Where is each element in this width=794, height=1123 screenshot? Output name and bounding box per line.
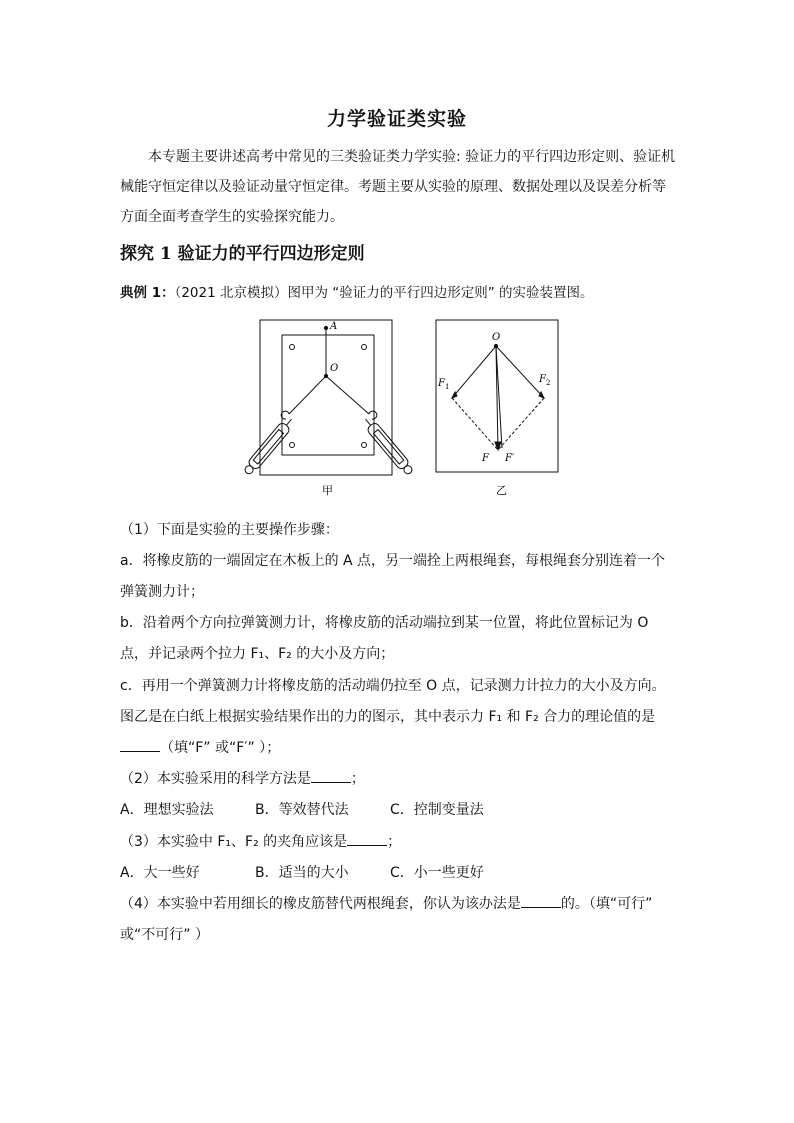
- label-f1: $F_1$: [438, 378, 450, 391]
- answer-blank-3[interactable]: [347, 831, 387, 846]
- q1-a-line2: 弹簧测力计；: [120, 584, 204, 600]
- q1-c-line1: c．再用一个弹簧测力计将橡皮筋的活动端仍拉至 O 点，记录测力计拉力的大小及方向。: [120, 678, 666, 694]
- q2-option-a[interactable]: A．理想实验法: [120, 802, 214, 818]
- left-spring-scale: [242, 415, 296, 476]
- label-f-prime: F′: [505, 453, 515, 464]
- apparatus-diagram: [242, 320, 415, 477]
- label-o-right: O: [492, 332, 501, 343]
- q3-option-b[interactable]: B．适当的大小: [255, 865, 349, 881]
- right-string: [326, 376, 369, 414]
- q3-option-a[interactable]: A．大一些好: [120, 865, 200, 881]
- q1-b-line1: b．沿着两个方向拉弹簧测力计，将橡皮筋的活动端拉到某一位置，将此位置标记为 O: [120, 615, 649, 631]
- label-f: F: [482, 453, 489, 464]
- q2-options: [120, 799, 484, 819]
- label-f2: $F_2$: [539, 374, 551, 387]
- q4-line2: 或“不可行” ）: [120, 927, 209, 943]
- q3-options: [120, 862, 484, 882]
- experiment-figure: [232, 318, 562, 500]
- q1-intro: （1）下面是实验的主要操作步骤：: [120, 522, 339, 538]
- vector-f2: [496, 346, 544, 398]
- answer-blank-2[interactable]: [311, 768, 351, 783]
- vector-f1: [452, 346, 496, 398]
- answer-blank-4[interactable]: [521, 893, 561, 908]
- example-line: [120, 281, 594, 301]
- label-a: A: [330, 321, 338, 332]
- answer-blank-1[interactable]: [120, 737, 160, 752]
- right-spring-scale: [361, 415, 415, 476]
- caption-left: 甲: [322, 484, 333, 497]
- q1-b-line2: 点，并记录两个拉力 F₁、F₂ 的大小及方向；: [120, 646, 395, 662]
- q3-option-c[interactable]: C．小一些更好: [390, 865, 484, 881]
- caption-right: 乙: [496, 484, 507, 497]
- q2-stem: （2）本实验采用的科学方法是 ；: [120, 768, 365, 788]
- q2-option-b[interactable]: B．等效替代法: [255, 802, 349, 818]
- q2-option-c[interactable]: C．控制变量法: [390, 802, 484, 818]
- q1-c-line3: （填“F” 或“F′” ）；: [120, 737, 280, 757]
- example-text: （2021 北京模拟）图甲为 “验证力的平行四边形定则” 的实验装置图。: [174, 285, 594, 301]
- q1-a-line1: a．将橡皮筋的一端固定在木板上的 A 点，另一端拴上两根绳套，每根绳套分别连着一个: [120, 553, 666, 569]
- example-label: 典例 1：: [120, 285, 175, 301]
- paper-inner: [282, 335, 374, 455]
- q1-c-line2: 图乙是在白纸上根据实验结果作出的力的图示，其中表示力 F₁ 和 F₂ 合力的理论值的是: [120, 709, 656, 725]
- page-title: 力学验证类实验: [326, 108, 467, 130]
- left-string: [289, 376, 326, 414]
- label-o-left: O: [330, 363, 339, 374]
- section-heading: 探究 1 验证力的平行四边形定则: [120, 244, 365, 264]
- intro-paragraph: 本专题主要讲述高考中常见的三类验证类力学实验: 验证力的平行四边形定则、验证机械能守恒定律以及验证动量守恒定律。考题主要从实验的原理、数据处理以及误差分析等方面全面考查学生的实验探究能力。: [120, 149, 676, 225]
- q3-stem: （3）本实验中 F₁、F₂ 的夹角应该是 ；: [120, 831, 401, 851]
- q4-line1: （4）本实验中若用细长的橡皮筋替代两根绳套，你认为该办法是 的。（填“可行”: [120, 893, 652, 913]
